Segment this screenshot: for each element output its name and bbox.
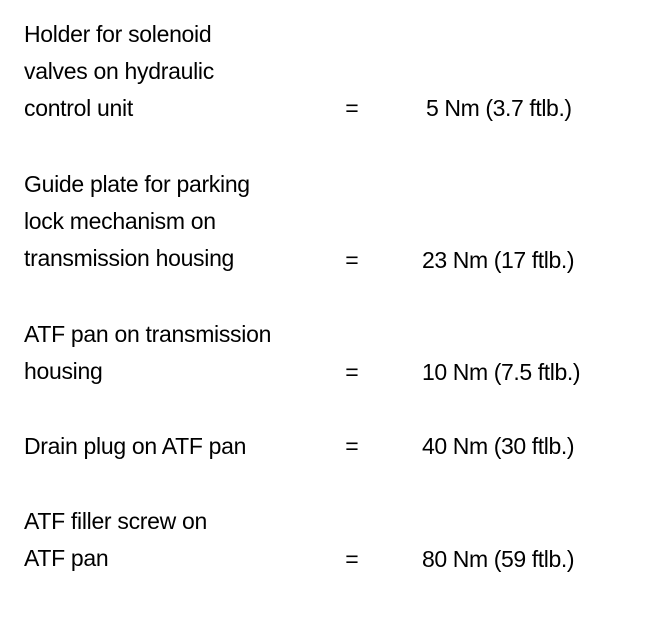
component-line: Holder for solenoid — [24, 21, 212, 47]
equals-sign: = — [345, 95, 359, 121]
component-line: valves on hydraulic — [24, 58, 214, 84]
component-line: lock mechanism on — [24, 208, 216, 234]
equals-sign: = — [345, 247, 359, 273]
torque-value: 40 Nm (30 ftlb.) — [422, 433, 575, 459]
component-line: Guide plate for parking — [24, 171, 250, 197]
component-description — [24, 503, 324, 577]
equals-sign: = — [345, 359, 359, 385]
component-line: transmission housing — [24, 245, 235, 271]
component-line: ATF pan on transmission — [24, 321, 272, 347]
torque-value: 10 Nm (7.5 ftlb.) — [422, 359, 581, 385]
component-line: ATF pan — [24, 545, 109, 571]
component-line: housing — [24, 358, 103, 384]
component-line: control unit — [24, 95, 133, 121]
component-description — [24, 316, 324, 390]
component-description — [24, 166, 324, 277]
component-line: Drain plug on ATF pan — [24, 433, 247, 459]
component-description — [24, 16, 324, 127]
component-description — [24, 428, 324, 465]
component-line: ATF filler screw on — [24, 508, 208, 534]
torque-value: 5 Nm (3.7 ftlb.) — [426, 95, 572, 121]
equals-sign: = — [345, 433, 359, 459]
torque-value: 80 Nm (59 ftlb.) — [422, 546, 575, 572]
equals-sign: = — [345, 546, 359, 572]
torque-value: 23 Nm (17 ftlb.) — [422, 247, 575, 273]
